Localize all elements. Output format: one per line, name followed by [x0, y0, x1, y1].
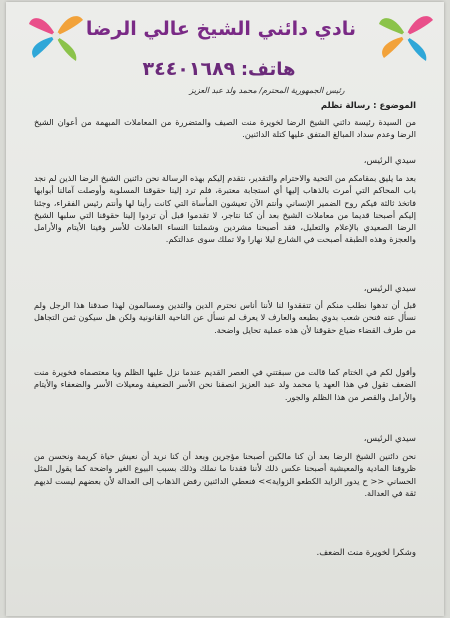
- closing-line: وشكرا لخويرة منت الضعف.: [316, 548, 416, 558]
- club-logo-right: [376, 6, 436, 64]
- salutation-2: سيدي الرئيس،: [363, 284, 416, 294]
- salutation-1: سيدي الرئيس،: [363, 156, 416, 166]
- intro-paragraph: من السيدة رئيسة دائني الشيخ الرضا لخويرة منت الصيف والمتضررة من المعاملات المبهمة من أعوان الشيخ الرضا وعدم سداد المبالغ المتفق عليها كتلة الدائنين.: [34, 117, 416, 140]
- club-logo-left: [26, 6, 86, 64]
- letter-subject: الموضوع : رسالة تظلم: [320, 101, 416, 111]
- paragraph-2: قبل أن تدهوا نطلب منكم أن تتفقدوا لنا لأننا أناس نحترم الدين والتدين ومسالمون لهذا صدقنا هذا الرجل ولم نسأل عنه فنحن شعب بدوي بطبعه والعارف لا يعرف لم نسأل عن الناحية القانونية ولكن هل سيكون ثمن التجاهل من طرف القضاء ضياع حقوقنا لأن هذه عملية تحايل واضحة.: [34, 300, 416, 335]
- phone-line: [124, 58, 314, 80]
- letter-page: [6, 2, 444, 616]
- paragraph-1: بعد ما يليق بمقامكم من التحية والاحترام والتقدير، نتقدم إليكم بهذه الرسالة نحن دائنين الشيخ الرضا الذين لم نجد باب المحاكم التي أمرت بالذهاب إليها أي استجابة معتبرة، فلم ترد إلينا حقوقنا المسلوبة وأوصلت آمالنا أبوابها فاتخذ ثالثة فيكم روح الضمير الإنساني وأنتم الآن تعيشون المأساة التي كانت رأينا لها وأنتم رئيس الفقراء، وجئنا إليكم أصبحنا قديما من معاملات الشيخ بعد أن كنا نتاجر، لا تقدموا قبل أن تردوا إلينا حقوقنا التي سلبها الشيخ الرضا الصعيدي بالإعلام والتعليل، فقد أصبحنا مشردين وشملتنا النساء العاملات للأسر وفينا الأيتام والأرامل والعجزة وهذه الطبقة أصبحت في الشارع ليلا نهارا ولا تملك سوى عدالتكم.: [34, 173, 416, 245]
- club-title: نادي دائني الشيخ عالي الرضا: [85, 18, 356, 40]
- phone-label: هاتف:: [240, 59, 296, 80]
- handwritten-addressee: رئيس الجمهورية المحترم/ محمد ولد عبد العزيز: [189, 86, 345, 95]
- salutation-3: سيدي الرئيس،: [363, 434, 416, 444]
- phone-number: ٣٤٤٠١٦٨٩: [142, 58, 236, 80]
- paragraph-3: وأقول لكم في الختام كما قالت من سبقتني في العصر القديم عندما نزل عليها الظلم ويا معتصماه فخويرة منت الضعف تقول في هذا العهد يا محمد ولد عبد العزيز انصفنا نحن الأسر الضعيفة ومعيلات الأسر والضعفاء والأيتام والأرامل والقصر من هذا الظلم والجور.: [34, 367, 416, 402]
- paragraph-4: نحن دائنين الشيخ الرضا بعد أن كنا مالكين أصبحنا مؤجرين وبعد أن كنا نريد أن نعيش حياة كريمة ونحسن من ظروفنا المادية والمعيشية أصبحنا عكس ذلك لأننا فقدنا ما نملك وذلك بسبب البيوع الغير واضحة كما يقول المثل الحساني << ح يدور الزايد الكطعو الزواية>> فنعطي الدائنين رفض الذهاب إلى العدالة لأن بعضهم ليست لديهم ثقة في العدالة.: [34, 451, 416, 498]
